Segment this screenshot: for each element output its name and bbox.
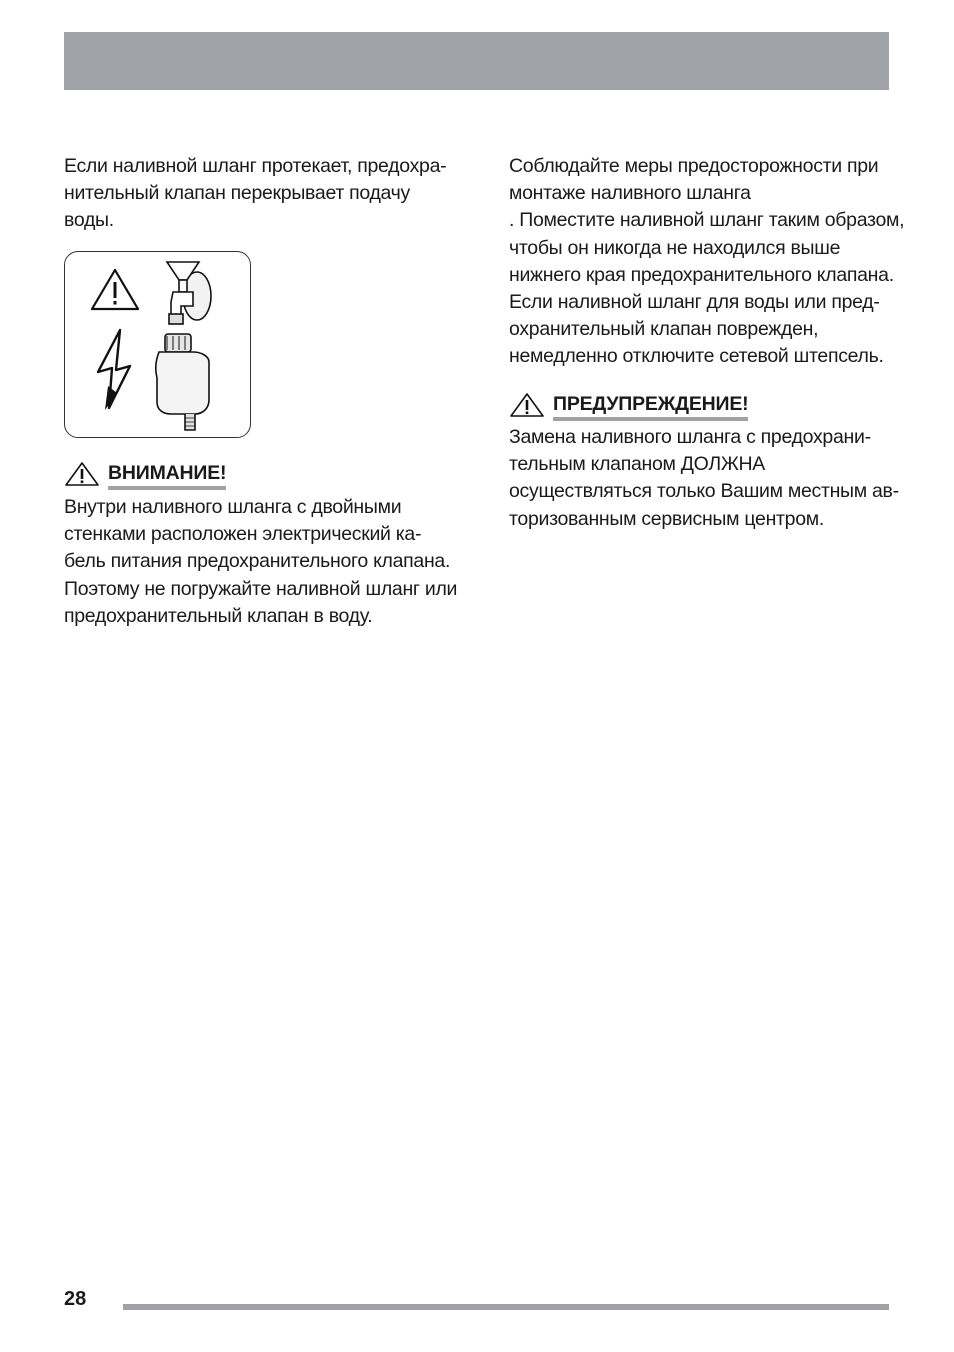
right-column <box>509 153 905 371</box>
warning-text <box>509 424 909 533</box>
text-line: осуществляться только Вашим местным ав- <box>509 480 899 503</box>
text-line: нительный клапан перекрывает подачу <box>64 182 410 205</box>
text-line: Если наливной шланг протекает, предохра- <box>64 155 447 177</box>
text-line: Соблюдайте меры предосторожности при <box>509 155 879 177</box>
caution-label: ВНИМАНИЕ! <box>108 461 226 490</box>
text-line: тельным клапаном ДОЛЖНА <box>509 453 766 476</box>
right-intro-paragraph <box>509 153 905 371</box>
text-line: воды. <box>64 209 114 232</box>
text-line: Внутри наливного шланга с двойными <box>64 496 402 518</box>
warning-heading <box>509 392 748 421</box>
footer-bar <box>123 1304 889 1310</box>
warning-triangle-icon <box>509 392 545 418</box>
caution-heading <box>64 461 226 490</box>
warning-label: ПРЕДУПРЕЖДЕНИЕ! <box>553 392 748 421</box>
text-line: Замена наливного шланга с предохрани- <box>509 426 871 448</box>
text-line: нижнего края предохранительного клапана. <box>509 263 894 286</box>
water-tap-icon <box>167 262 211 324</box>
left-intro-paragraph <box>64 153 454 235</box>
warning-triangle-icon <box>64 461 100 487</box>
lightning-bolt-icon <box>98 330 130 410</box>
text-line: охранительный клапан поврежден, <box>509 318 819 341</box>
left-column <box>64 153 454 235</box>
text-line: предохранительный клапан в воду. <box>64 604 373 627</box>
text-line: Поэтому не погружайте наливной шланг или <box>64 577 458 600</box>
text-line: Если наливной шланг для воды или пред- <box>509 291 880 314</box>
text-line: бель питания предохранительного клапана. <box>64 550 451 573</box>
page-number: 28 <box>64 1288 87 1310</box>
caution-text <box>64 494 464 630</box>
safety-valve-illustration <box>64 251 251 438</box>
header-bar <box>64 32 889 90</box>
text-line: стенками расположен электрический ка- <box>64 523 422 546</box>
text-line: чтобы он никогда не находился выше <box>509 236 841 259</box>
warning-triangle-icon <box>92 270 138 309</box>
text-line: монтаже наливного шланга <box>509 182 751 205</box>
text-line: немедленно отключите сетевой штепсель. <box>509 345 884 368</box>
text-line: . Поместите наливной шланг таким образом, <box>509 209 905 232</box>
safety-valve-icon <box>156 334 209 430</box>
text-line: торизованным сервисным центром. <box>509 507 824 530</box>
